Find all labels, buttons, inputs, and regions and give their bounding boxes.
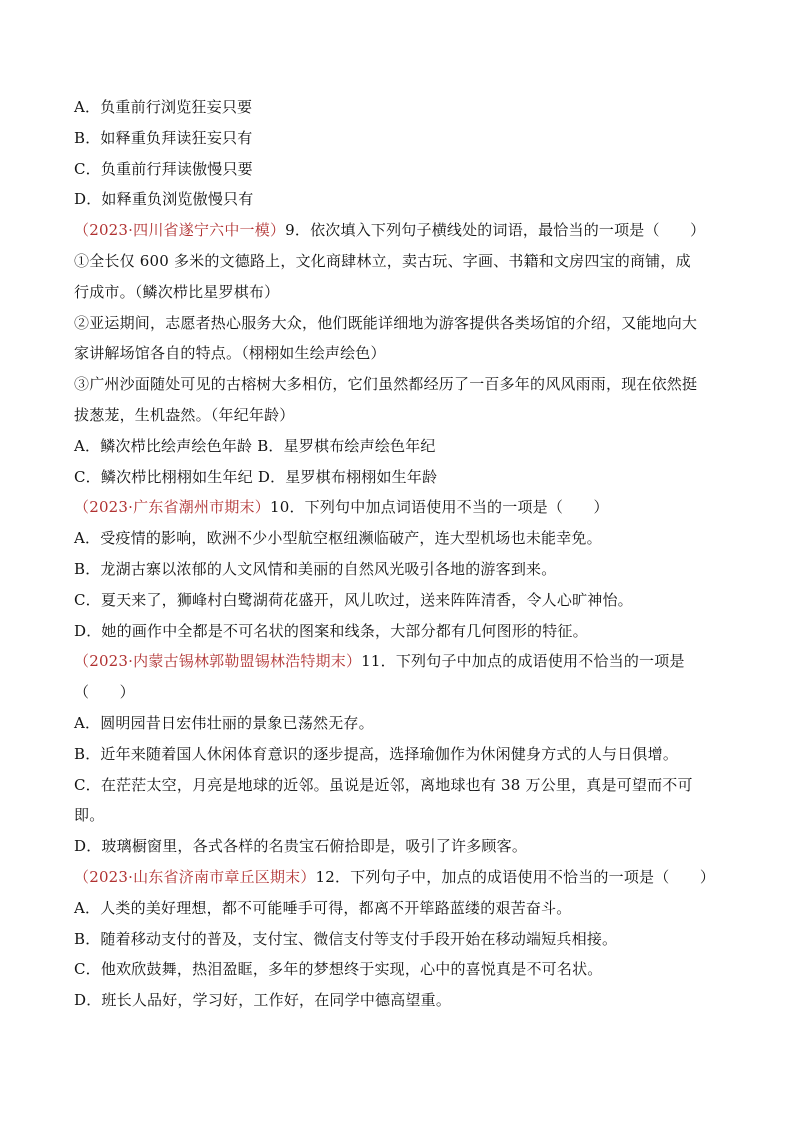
q8-option-c: C．负重前行拜读傲慢只要 bbox=[74, 159, 253, 178]
q10-header bbox=[74, 492, 724, 523]
q9-header bbox=[74, 215, 724, 246]
document-page bbox=[74, 92, 724, 1016]
q8-option-a: A．负重前行浏览狂妄只要 bbox=[74, 98, 253, 116]
q12-source: （2023·山东省济南市章丘区期末） bbox=[74, 867, 316, 886]
q12-option-d: D．班长人品好，学习好，工作好，在同学中德高望重。 bbox=[74, 991, 452, 1010]
q10-option-a: A．受疫情的影响，欧洲不少小型航空枢纽濒临破产，连大型机场也未能幸免。 bbox=[74, 529, 602, 548]
q10-stem: 10．下列句中加点词语使用不当的一项是（ ） bbox=[269, 498, 609, 517]
q9-options-ab: A．鳞次栉比绘声绘色年龄 B．星罗棋布绘声绘色年纪 bbox=[74, 436, 436, 455]
q10-option-b: B．龙湖古寨以浓郁的人文风情和美丽的自然风光吸引各地的游客到来。 bbox=[74, 559, 557, 578]
q11-option-c-1: C．在茫茫太空，月亮是地球的近邻。虽说是近邻，离地球也有 38 万公里，真是可望而不可 bbox=[74, 775, 693, 794]
q12-option-a: A．人类的美好理想，都不可能唾手可得，都离不开筚路蓝缕的艰苦奋斗。 bbox=[74, 898, 572, 917]
q9-source: （2023·四川省遂宁六中一模） bbox=[74, 221, 286, 240]
q11-option-d: D．玻璃橱窗里，各式各样的名贵宝石俯拾即是，吸引了许多顾客。 bbox=[74, 837, 528, 856]
q11-option-c-2: 即。 bbox=[74, 806, 105, 825]
q9-sentence-3a: ③广州沙面随处可见的古榕树大多相仿，它们虽然都经历了一百多年的风风雨雨，现在依然挺 bbox=[74, 375, 698, 394]
q10-option-d: D．她的画作中全都是不可名状的图案和线条，大部分都有几何图形的特征。 bbox=[74, 621, 588, 640]
q11-source: （2023·内蒙古锡林郭勒盟锡林浩特期末） bbox=[74, 652, 362, 671]
q9-sentence-3b: 拔葱茏，生机盎然。（年纪年龄） bbox=[74, 405, 295, 424]
q8-option-b: B．如释重负拜读狂妄只有 bbox=[74, 128, 253, 147]
q12-option-c: C．他欢欣鼓舞，热泪盈眶，多年的梦想终于实现，心中的喜悦真是不可名状。 bbox=[74, 960, 603, 979]
q11-header bbox=[74, 646, 724, 677]
q11-answer-paren: （ ） bbox=[74, 683, 135, 702]
q8-option-d: D．如释重负浏览傲慢只有 bbox=[74, 190, 254, 209]
q9-sentence-2b: 家讲解场馆各自的特点。（栩栩如生绘声绘色） bbox=[74, 344, 386, 363]
q9-sentence-2a: ②亚运期间，志愿者热心服务大众，他们既能详细地为游客提供各类场馆的介绍，又能地向大 bbox=[74, 313, 698, 332]
q12-stem: 12．下列句子中，加点的成语使用不恰当的一项是（ ） bbox=[315, 867, 716, 886]
q10-option-c: C．夏天来了，狮峰村白鹭湖荷花盛开，风儿吹过，送来阵阵清香，令人心旷神怡。 bbox=[74, 590, 633, 609]
q12-option-b: B．随着移动支付的普及，支付宝、微信支付等支付手段开始在移动端短兵相接。 bbox=[74, 929, 618, 948]
q12-header bbox=[74, 862, 724, 893]
q11-option-a: A．圆明园昔日宏伟壮丽的景象已荡然无存。 bbox=[74, 713, 374, 732]
q11-option-b: B．近年来随着国人休闲体育意识的逐步提高，选择瑜伽作为休闲健身方式的人与日俱增。 bbox=[74, 744, 679, 763]
q10-source: （2023·广东省潮州市期末） bbox=[74, 498, 270, 517]
q11-stem: 11．下列句子中加点的成语使用不恰当的一项是 bbox=[361, 652, 685, 671]
q9-sentence-1b: 行成市。（鳞次栉比星罗棋布） bbox=[74, 282, 280, 301]
q9-stem: 9．依次填入下列句子横线处的词语，最恰当的一项是（ ） bbox=[285, 221, 706, 240]
q9-options-cd: C．鳞次栉比栩栩如生年纪 D．星罗棋布栩栩如生年龄 bbox=[74, 467, 438, 486]
q9-sentence-1a: ①全长仅 600 多米的文德路上，文化商肆林立，卖古玩、字画、书籍和文房四宝的商铺，成 bbox=[74, 251, 691, 270]
